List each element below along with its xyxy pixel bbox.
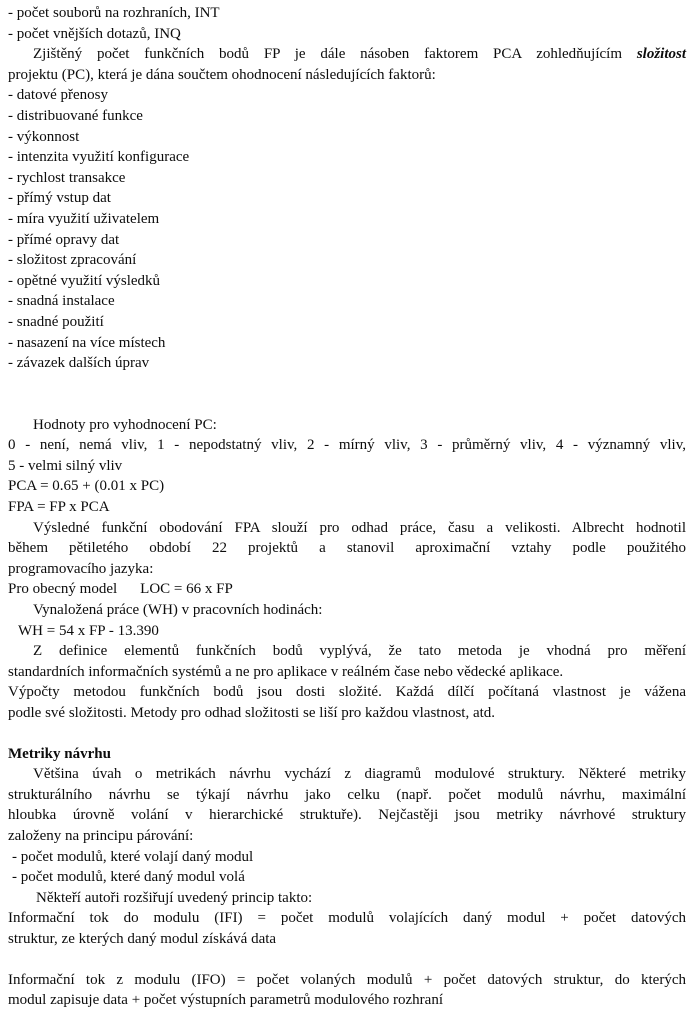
list-item: - složitost zpracování (8, 252, 137, 269)
list-item: - rychlost transakce (8, 169, 126, 186)
fpa-formula: FPA = FP x PCA (8, 499, 110, 516)
pc-values-heading: Hodnoty pro vyhodnocení PC: (33, 416, 217, 433)
spacer (8, 374, 686, 415)
pc-values (8, 415, 686, 477)
list-item: - distribuované funkce (8, 107, 143, 124)
paragraph-line: podle své složitosti. Metody pro odhad složitosti se liší pro každou vlastnost, atd. (8, 705, 496, 721)
conclusion-paragraph (8, 641, 686, 723)
list-item: - snadná instalace (8, 293, 115, 310)
paragraph-line: založeny na principu párování: (8, 827, 194, 844)
emphasis-slozitost: složitost (636, 46, 686, 63)
paragraph-line: hloubka úrovně volání v hierarchické struktuře). Nejčastěji jsou metriky návrhové struktury (8, 807, 686, 824)
pc-paragraph-text: Zjištěný počet funkčních bodů FP je dále násoben faktorem PCA zohledňujícím (33, 46, 637, 63)
factor-list (8, 85, 686, 373)
pc-paragraph-line: projektu (PC), která je dána součtem ohodnocení následujících faktorů: (8, 66, 436, 83)
ifo-line: modul zapisuje data + počet výstupních parametrů modulového rozhraní (8, 992, 443, 1009)
extension-line: Někteří autoři rozšiřují uvedený princip takto: (36, 889, 313, 906)
paragraph-line: Většina úvah o metrikách návrhu vychází z diagramů modulové struktury. Některé metriky (33, 766, 686, 783)
loc-model (8, 579, 686, 600)
fpa-paragraph (8, 518, 686, 580)
spacer (8, 950, 686, 970)
pairing-list (8, 847, 686, 888)
list-item: - nasazení na více místech (8, 334, 166, 351)
pc-paragraph-line (8, 44, 686, 65)
paragraph-line: strukturálního návrhu se týkají návrhu jako celku (např. počet modulů návrhu, maximální (8, 786, 686, 803)
pc-scale-line: 5 - velmi silný vliv (8, 457, 123, 474)
list-item: - počet modulů, které volají daný modul (12, 848, 254, 865)
list-item: - výkonnost (8, 128, 80, 145)
paragraph-line: během pětiletého období 22 projektů a stanovil aproximační vztahy podle použitého (8, 540, 686, 557)
list-item: - přímé opravy dat (8, 231, 120, 248)
ifo-line: Informační tok z modulu (IFO) = počet volaných modulů + počet datových struktur, do kterých (8, 971, 686, 988)
paragraph-line: standardních informačních systémů a ne pro aplikace v reálném čase nebo vědecké aplikace. (8, 663, 564, 680)
list-item: - intenzita využití konfigurace (8, 149, 190, 166)
design-metrics-section (8, 744, 686, 1011)
ifi-line: struktur, ze kterých daný modul získává data (8, 930, 277, 947)
loc-model-label: Pro obecný model (8, 581, 118, 598)
list-item: - závazek dalších úprav (8, 355, 150, 372)
list-item: - počet modulů, které daný modul volá (12, 869, 245, 886)
list-item: - datové přenosy (8, 87, 108, 104)
ifi-line: Informační tok do modulu (IFI) = počet modulů volajících daný modul + počet datových (8, 910, 686, 927)
spacer (8, 724, 686, 744)
paragraph-line: Z definice elementů funkčních bodů vyplývá, že tato metoda je vhodná pro měření (33, 643, 686, 660)
list-item: - míra využití uživatelem (8, 210, 160, 227)
pc-paragraph (8, 44, 686, 85)
pc-scale-line: 0 - není, nemá vliv, 1 - nepodstatný vliv, 2 - mírný vliv, 3 - průměrný vliv, 4 - významný vliv, (8, 437, 686, 454)
wh-formula: WH = 54 x FP - 13.390 (18, 622, 159, 639)
paragraph-line: Výpočty metodou funkčních bodů jsou dosti složité. Každá dílčí počítaná vlastnost je vážena (8, 684, 686, 701)
document-page (8, 3, 686, 1011)
list-item: - opětné využití výsledků (8, 272, 161, 289)
list-item: - počet vnějších dotazů, INQ (8, 25, 181, 42)
wh-caption: Vynaložená práce (WH) v pracovních hodinách: (33, 602, 323, 619)
formulas (8, 476, 686, 517)
pca-formula: PCA = 0.65 + (0.01 x PC) (8, 478, 165, 495)
paragraph-line: programovacího jazyka: (8, 560, 154, 577)
list-item: - přímý vstup dat (8, 190, 111, 207)
section-heading: Metriky návrhu (8, 745, 111, 762)
list-item: - počet souborů na rozhraních, INT (8, 5, 220, 21)
intro-list (8, 3, 686, 44)
wh-block (8, 600, 686, 641)
list-item: - snadné použití (8, 313, 104, 330)
paragraph-line: Výsledné funkční obodování FPA slouží pro odhad práce, času a velikosti. Albrecht hodnotil (33, 519, 686, 536)
loc-formula: LOC = 66 x FP (140, 581, 233, 598)
